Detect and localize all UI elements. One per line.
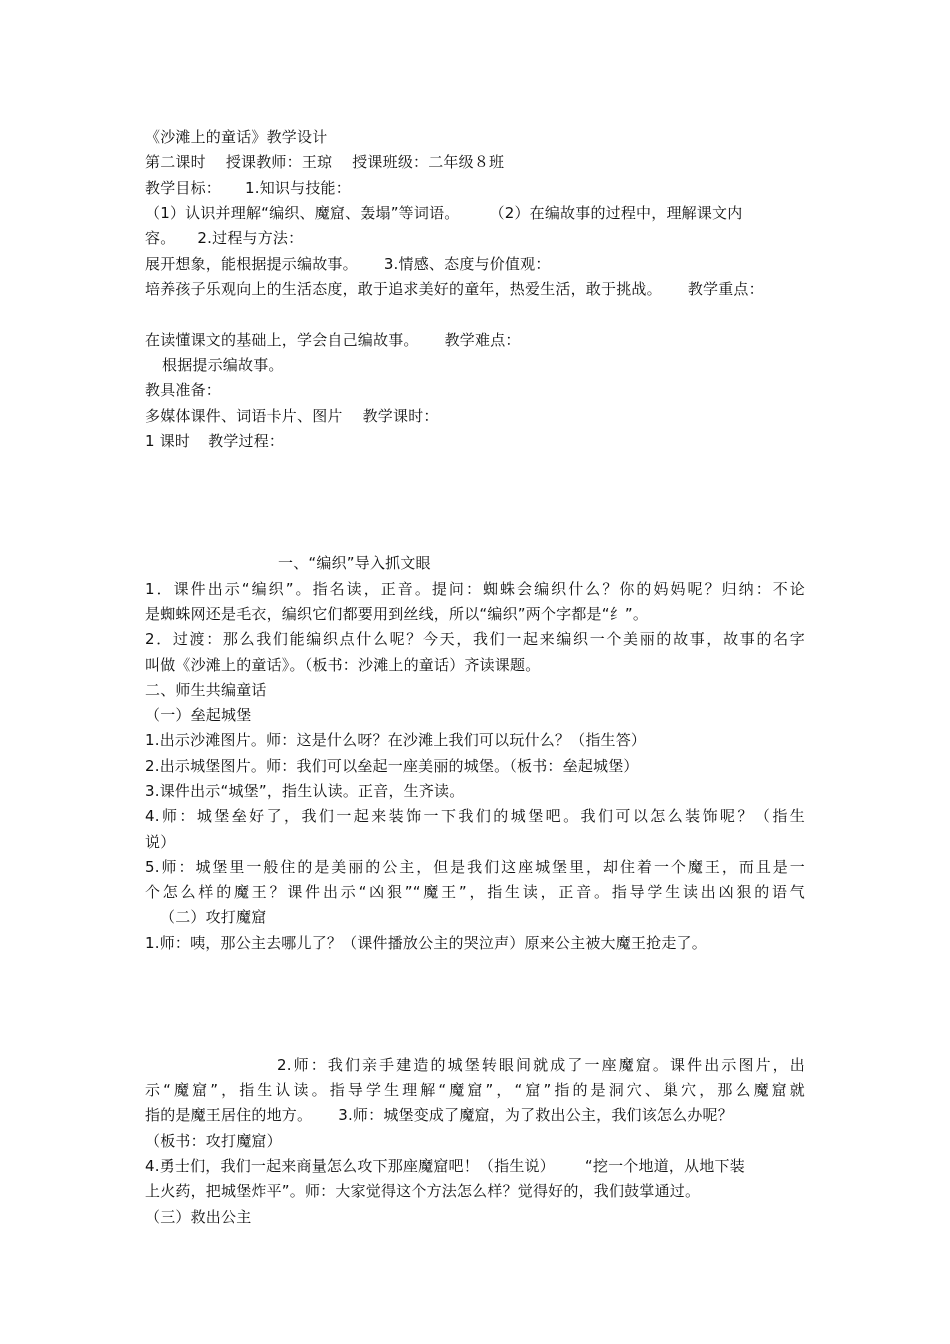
attack-step-2-line2: 示“魔窟”，指生认读。指导学生理解“魔窟”，“窟”指的是洞穴、巢穴，那么魔窟就 [145, 1081, 805, 1099]
attack-step-2-end: 指的是魔王居住的地方。 [145, 1106, 313, 1124]
tools-text: 多媒体课件、词语卡片、图片 [145, 407, 343, 425]
attack-step-4-start: 4.勇士们，我们一起来商量怎么攻下那座魔窟吧！（指生说） [145, 1157, 555, 1175]
section-1-p2-line1: 2．过渡：那么我们能编织点什么呢？今天，我们一起来编织一个美丽的故事，故事的名字 [145, 630, 805, 648]
key-label: 教学重点： [687, 280, 764, 298]
attack-step-4-quote: “挖一个地道，从地下装 [584, 1157, 745, 1175]
process-label: 教学过程： [208, 432, 285, 450]
goal-2-start: （2）在编故事的过程中，理解课文内 [489, 204, 743, 222]
method-label: 2.过程与方法： [197, 229, 304, 247]
section-2-heading: 二、师生共编童话 [145, 681, 267, 699]
hours-value: 1 课时 [145, 432, 191, 450]
section-1-p1-line2: 是蜘蛛网还是毛衣，编织它们都要用到丝线，所以“编织”两个字都是“纟”。 [145, 605, 649, 623]
emotion-text: 培养孩子乐观向上的生活态度，敢于追求美好的童年，热爱生活，敢于挑战。 [145, 280, 662, 298]
section-1-p2-line2: 叫做《沙滩上的童话》。（板书：沙滩上的童话）齐读课题。 [145, 656, 541, 674]
step-5-line2: 个怎么样的魔王？课件出示“凶狠”“魔王”，指生读，正音。指导学生读出凶狠的语气 [145, 883, 805, 901]
teacher-name: 授课教师：王琼 [225, 153, 333, 171]
step-4-line2: 说） [145, 833, 176, 851]
document-title: 《沙滩上的童话》教学设计 [145, 128, 328, 146]
goals-label: 教学目标： [145, 179, 222, 197]
goal-line-4 [145, 279, 764, 299]
attack-step-2-line3 [145, 1105, 733, 1125]
goal-2-end: 容。 [145, 229, 176, 247]
hours-line [145, 431, 284, 451]
key-line [145, 330, 521, 350]
attack-step-1: 1.师：咦，那公主去哪儿了？（课件播放公主的哭泣声）原来公主被大魔王抢走了。 [145, 934, 707, 952]
difficulty-text: 根据提示编故事。 [162, 356, 284, 374]
goal-line-1 [145, 203, 742, 223]
class-name: 授课班级：二年级８班 [352, 153, 505, 171]
goal-1: （1）认识并理解“编织、魔窟、轰塌”等词语。 [145, 204, 460, 222]
goals-heading [145, 178, 351, 198]
step-3: 3.课件出示“城堡”，指生认读。正音，生齐读。 [145, 782, 465, 800]
step-5-line1: 5.师：城堡里一般住的是美丽的公主，但是我们这座城堡里，却住着一个魔王，而且是一 [145, 858, 805, 876]
attack-step-3-board: （板书：攻打魔窟） [145, 1132, 282, 1150]
attack-step-4-line2: 上火药，把城堡炸平”。师：大家觉得这个方法怎么样？觉得好的，我们鼓掌通过。 [145, 1182, 701, 1200]
tools-line [145, 406, 439, 426]
section-1-heading: 一、“编织”导入抓文眼 [278, 554, 431, 572]
attack-step-2-line1: 2.师：我们亲手建造的城堡转眼间就成了一座魔窟。课件出示图片，出 [277, 1056, 805, 1074]
step-1: 1.出示沙滩图片。师：这是什么呀？在沙滩上我们可以玩什么？（指生答） [145, 731, 647, 749]
lesson-number: 第二课时 [145, 153, 206, 171]
knowledge-label: 1.知识与技能： [245, 179, 351, 197]
subsection-3-heading: （三）救出公主 [145, 1208, 252, 1226]
goal-line-2 [145, 228, 303, 248]
hours-label: 教学课时： [362, 407, 439, 425]
difficulty-label: 教学难点： [444, 331, 521, 349]
subsection-1-heading: （一）垒起城堡 [145, 706, 252, 724]
section-1-p1-line1: 1．课件出示“编织”。指名读，正音。提问：蜘蛛会编织什么？你的妈妈呢？归纳：不论 [145, 580, 805, 598]
tools-label: 教具准备： [145, 381, 222, 399]
emotion-label: 3.情感、态度与价值观： [383, 255, 551, 273]
step-2: 2.出示城堡图片。师：我们可以垒起一座美丽的城堡。（板书：垒起城堡） [145, 757, 639, 775]
attack-step-3: 3.师：城堡变成了魔窟，为了救出公主，我们该怎么办呢？ [338, 1106, 733, 1124]
subsection-2-heading: （二）攻打魔窟 [160, 908, 267, 926]
step-4-line1: 4.师：城堡垒好了，我们一起来装饰一下我们的城堡吧。我们可以怎么装饰呢？（指生 [145, 807, 805, 825]
goal-line-3 [145, 254, 551, 274]
attack-step-4-line1 [145, 1156, 745, 1176]
lesson-info [145, 152, 504, 172]
key-text: 在读懂课文的基础上，学会自己编故事。 [145, 331, 419, 349]
method-text: 展开想象，能根据提示编故事。 [145, 255, 358, 273]
